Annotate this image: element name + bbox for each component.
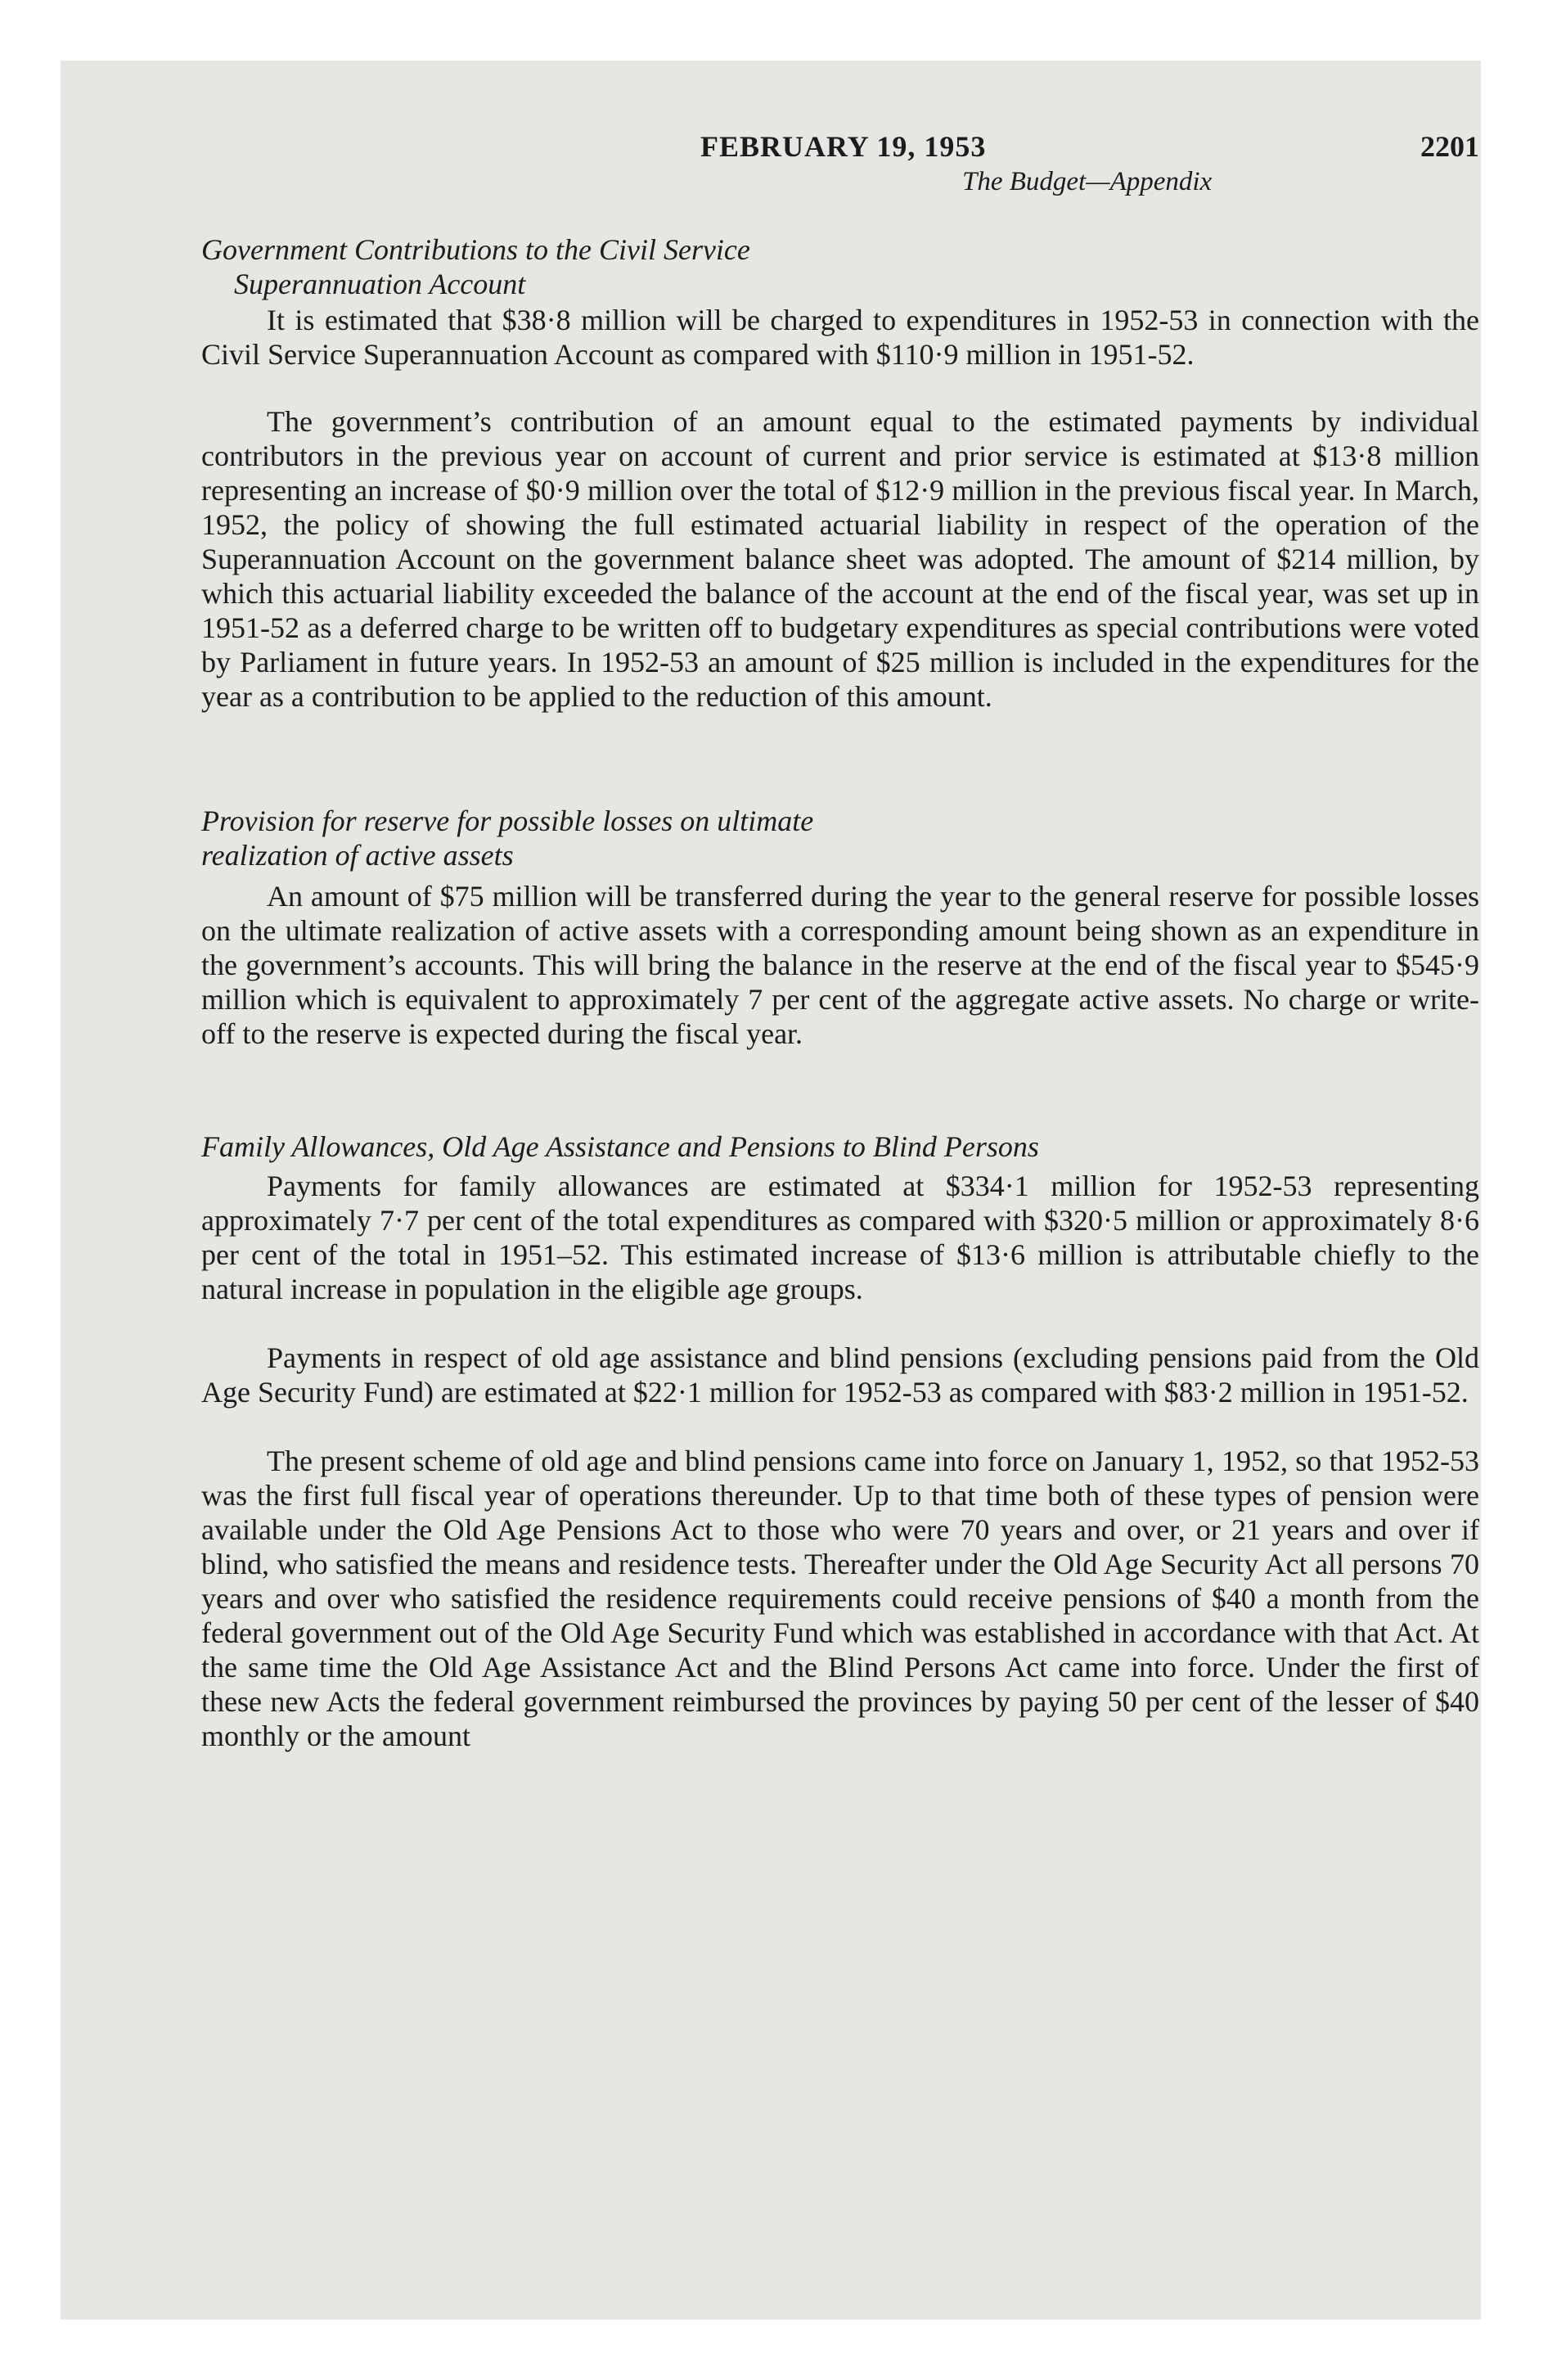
section-heading-line: realization of active assets: [201, 839, 514, 872]
running-head: [201, 129, 1479, 208]
running-title: The Budget—Appendix: [962, 167, 1213, 196]
page-number: 2201: [1420, 130, 1479, 163]
paragraph: It is estimated that $38·8 million will be charged to expenditures in 1952-53 in connection with the Civil Service Superannuation Account as compared with $110·9 million in 1951-52.: [201, 304, 1479, 371]
section-heading-line: Government Contributions to the Civil Service: [201, 233, 750, 266]
section-heading: [201, 1129, 1479, 1164]
section-heading-line: Family Allowances, Old Age Assistance and Pensions to Blind Persons: [201, 1130, 1039, 1163]
paragraph: An amount of $75 million will be transferred during the year to the general reserve for possible losses on the ultimate realization of active assets with a corresponding amount being shown as an expenditure in the government’s accounts. This will bring the balance in the reserve at the end of the fiscal year to $545·9 million which is equivalent to approximately 7 per cent of the aggregate active assets. No charge or write-off to the reserve is expected during the fiscal year.: [201, 880, 1479, 1050]
paragraph: Payments in respect of old age assistance and blind pensions (excluding pensions paid from the Old Age Security Fund) are estimated at $22·1 million for 1952-53 as compared with $83·2 million in 1951-52.: [201, 1341, 1479, 1409]
section-reserve-for-losses: [201, 804, 1479, 1051]
section-heading: [201, 232, 1479, 301]
page-sheet: [61, 61, 1481, 2319]
section-heading-line: Superannuation Account: [234, 268, 526, 300]
page-date: FEBRUARY 19, 1953: [700, 130, 987, 163]
section-heading: [201, 804, 1479, 872]
paragraph: Payments for family allowances are estimated at $334·1 million for 1952-53 representing approximately 7·7 per cent of the total expenditures as compared with $320·5 million or approximately 8·6 per cent of the total in 1951–52. This estimated increase of $13·6 million is attributable chiefly to the natural increase in population in the eligible age groups.: [201, 1170, 1479, 1305]
page-text: [201, 129, 1479, 1753]
section-civil-service-superannuation: [201, 232, 1479, 714]
section-heading-line: Provision for reserve for possible losses on ultimate: [201, 805, 814, 837]
paragraph: The government’s contribution of an amount equal to the estimated payments by individual contributors in the previous year on account of current and prior service is estimated at $13·8 million representing an increase of $0·9 million over the total of $12·9 million in the previous fiscal year. In March, 1952, the policy of showing the full estimated actuarial liability in respect of the operation of the Superannuation Account on the government balance sheet was adopted. The amount of $214 million, by which this actuarial liability exceeded the balance of the account at the end of the fiscal year, was set up in 1951-52 as a deferred charge to be written off to budgetary expenditures as special contributions were voted by Parliament in future years. In 1952-53 an amount of $25 million is included in the expenditures for the year as a contribution to be applied to the reduction of this amount.: [201, 405, 1479, 713]
paragraph: The present scheme of old age and blind pensions came into force on January 1, 1952, so that 1952-53 was the first full fiscal year of operations thereunder. Up to that time both of these types of pension were available under the Old Age Pensions Act to those who were 70 years and over, or 21 years and over if blind, who satisfied the means and residence tests. Thereafter under the Old Age Security Act all persons 70 years and over who satisfied the residence requirements could receive pensions of $40 a month from the federal government out of the Old Age Security Fund which was established in accordance with that Act. At the same time the Old Age Assistance Act and the Blind Persons Act came into force. Under the first of these new Acts the federal government reimbursed the provinces by paying 50 per cent of the lesser of $40 monthly or the amount: [201, 1445, 1479, 1752]
section-family-allowances: [201, 1129, 1479, 1753]
